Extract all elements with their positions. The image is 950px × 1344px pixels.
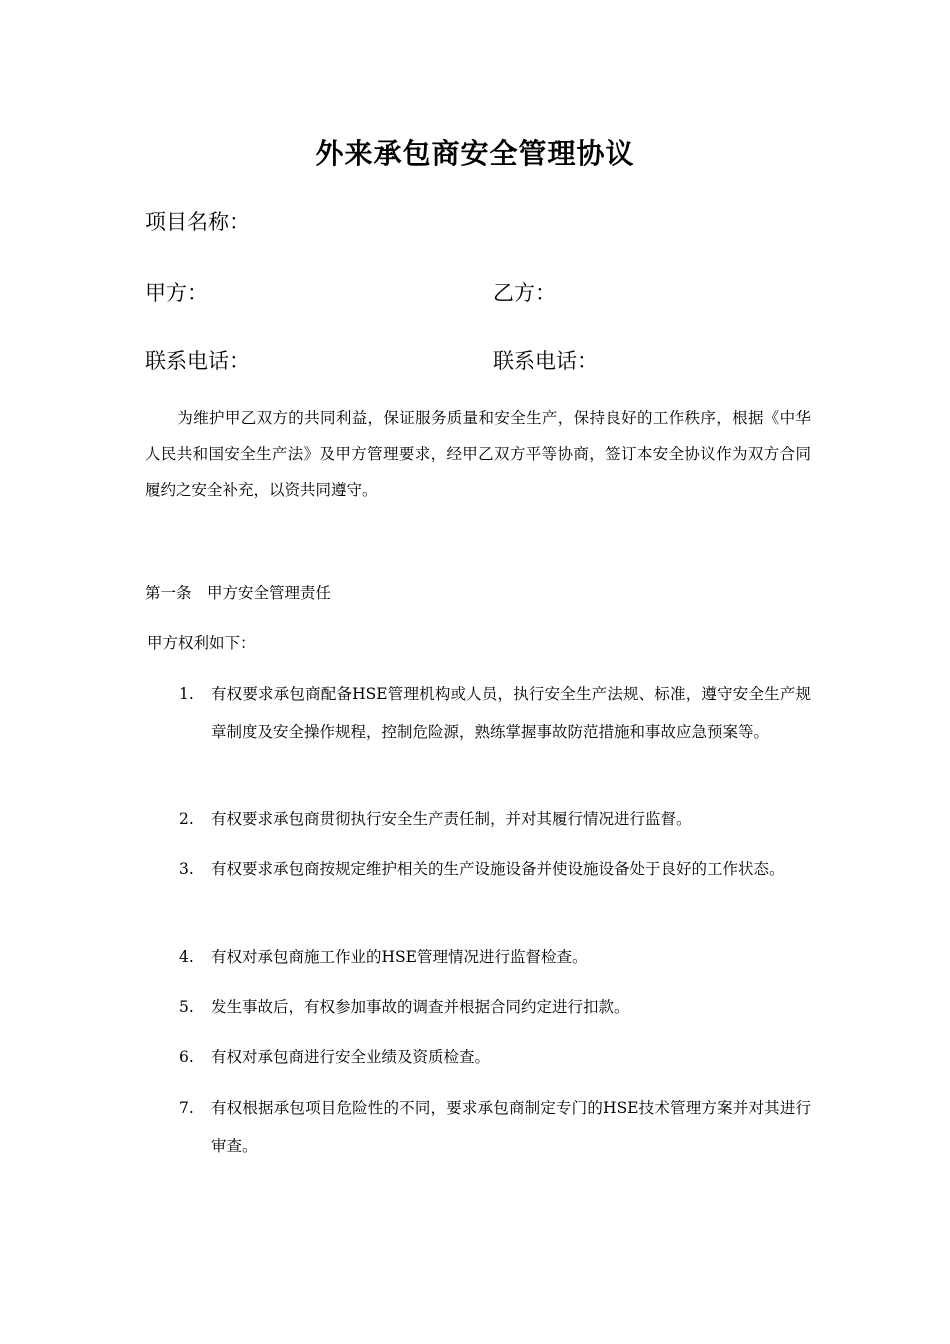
rights-heading: 甲方权利如下： xyxy=(147,634,256,652)
list-item-text: 发生事故后，有权参加事故的调查并根据合同约定进行扣款。 xyxy=(211,998,630,1016)
list-item-number: 7. xyxy=(179,1099,194,1117)
list-item-text: 有权要求承包商贯彻执行安全生产责任制，并对其履行情况进行监督。 xyxy=(211,810,692,828)
project-name-label: 项目名称： xyxy=(145,210,250,234)
party-b-label: 乙方： xyxy=(493,281,556,305)
list-item-number: 5. xyxy=(179,998,194,1016)
list-item-number: 1. xyxy=(179,685,194,703)
phone-a-label: 联系电话： xyxy=(145,349,250,373)
list-item-number: 3. xyxy=(179,860,194,878)
list-item-text: 有权根据承包项目危险性的不同，要求承包商制定专门的HSE技术管理方案并对其进行审查。 xyxy=(211,1099,811,1155)
intro-paragraph xyxy=(145,400,811,508)
article-heading: 第一条 甲方安全管理责任 xyxy=(145,584,332,602)
list-item-text: 有权对承包商进行安全业绩及资质检查。 xyxy=(211,1048,491,1066)
list-item-text: 有权要求承包商按规定维护相关的生产设施设备并使设施设备处于良好的工作状态。 xyxy=(211,860,785,878)
list-item-text: 有权要求承包商配备HSE管理机构或人员，执行安全生产法规、标准，遵守安全生产规章制度及安全操作规程，控制危险源，熟练掌握事故防范措施和事故应急预案等。 xyxy=(211,685,811,741)
phone-b-label: 联系电话： xyxy=(493,349,598,373)
document-title: 外来承包商安全管理协议 xyxy=(315,137,635,170)
party-a-label: 甲方： xyxy=(145,281,208,305)
list-item-text: 有权对承包商施工作业的HSE管理情况进行监督检查。 xyxy=(211,948,588,966)
list-item xyxy=(145,675,811,789)
list-item-number: 2. xyxy=(179,810,194,828)
list-item-number: 4. xyxy=(179,948,194,966)
intro-text: 为维护甲乙双方的共同利益，保证服务质量和安全生产，保持良好的工作秩序，根据《中华人民共和国安全生产法》及甲方管理要求，经甲乙双方平等协商，签订本安全协议作为双方合同履约之安全补充，以资共同遵守。 xyxy=(145,409,811,499)
list-item-number: 6. xyxy=(179,1048,194,1066)
